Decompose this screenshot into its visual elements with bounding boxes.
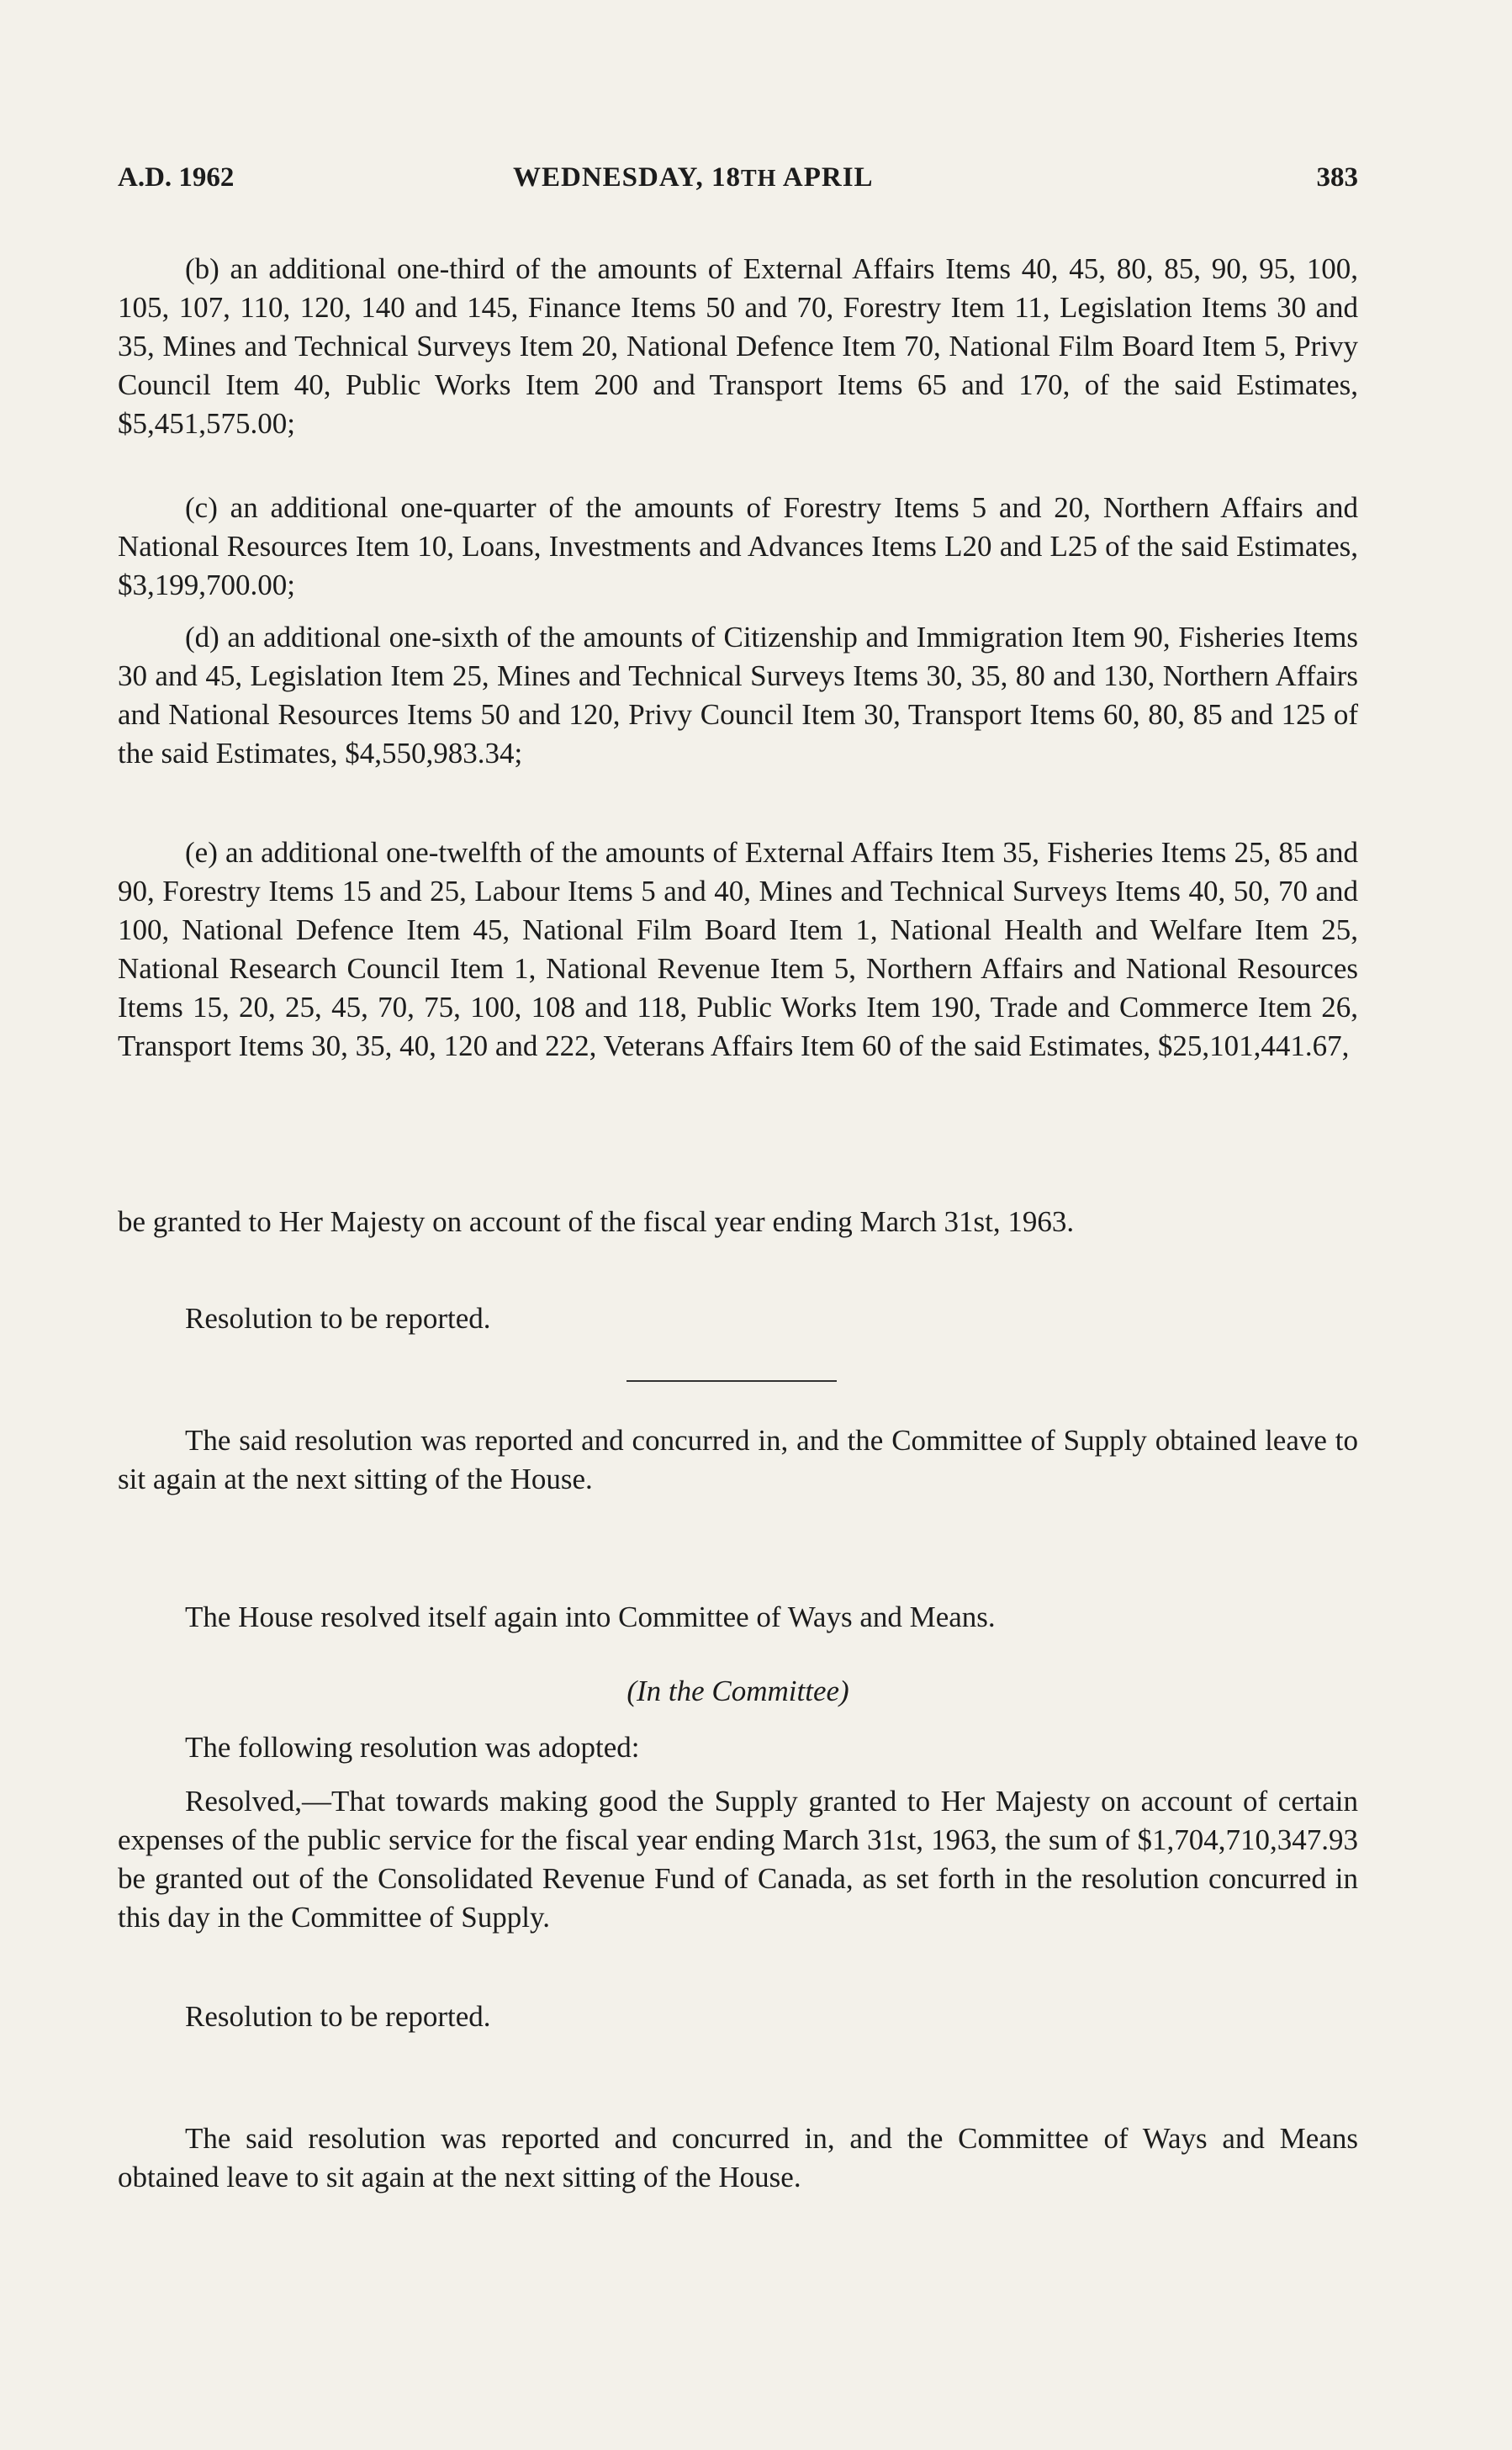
header-date (513, 162, 874, 193)
paragraph-b: (b) an additional one-third of the amounts of External Affairs Items 40, 45, 80, 85, 90, 95, 100, 105, 107, 110, 120, 140 and 145, Finance Items 50 and 70, Forestry Item 11, Legislation Items 30 and 35, Mines and Technical Surveys Item 20, National Defence Item 70, National Film Board Item 5, Privy Council Item 40, Public Works Item 200 and Transport Items 65 and 170, of the said Estimates, $5,451,575.00; (118, 252, 1358, 440)
paragraph-d: (d) an additional one-sixth of the amounts of Citizenship and Immigration Item 90, Fisheries Items 30 and 45, Legislation Item 25, Mines and Technical Surveys Items 30, 35, 80 and 130, Northern Affairs and National Resources Items 50 and 120, Privy Council Item 30, Transport Items 60, 80, 85 and 125 of the said Estimates, $4,550,983.34; (118, 621, 1358, 770)
header-day: WEDNESDAY, 18 (513, 162, 741, 193)
paragraph-adopted: The following resolution was adopted: (185, 1731, 640, 1764)
paragraph-resolved: Resolved,—That towards making good the Supply granted to Her Majesty on account of certain expenses of the public service for the fiscal year ending March 31st, 1963, the sum of $1,704,710,347.93 be granted out of the Consolidated Revenue Fund of Canada, as set forth in the resolution concurred in this day in the Committee of Supply. (118, 1785, 1358, 1934)
page-number: 383 (1316, 162, 1358, 193)
paragraph-concurred-ways: The said resolution was reported and concurred in, and the Committee of Ways and Means obtained leave to sit again at the next sitting of the House. (118, 2122, 1358, 2193)
paragraph-c: (c) an additional one-quarter of the amounts of Forestry Items 5 and 20, Northern Affairs and National Resources Item 10, Loans, Investments and Advances Items L20 and L25 of the said Estimates, $3,199,700.00; (118, 491, 1358, 601)
page-header (118, 162, 1358, 204)
section-divider (626, 1380, 837, 1382)
paragraph-e: (e) an additional one-twelfth of the amounts of External Affairs Item 35, Fisheries Items 25, 85 and 90, Forestry Items 15 and 25, Labour Items 5 and 40, Mines and Technical Surveys Items 40, 50, 70 and 100, National Defence Item 45, National Film Board Item 1, National Health and Welfare Item 25, National Research Council Item 1, National Revenue Item 5, Northern Affairs and National Resources Items 15, 20, 25, 45, 70, 75, 100, 108 and 118, Public Works Item 190, Trade and Commerce Item 26, Transport Items 30, 35, 40, 120 and 222, Veterans Affairs Item 60 of the said Estimates, $25,101,441.67, (118, 836, 1358, 1062)
paragraph-granted: be granted to Her Majesty on account of the fiscal year ending March 31st, 1963. (118, 1205, 1075, 1238)
paragraph-concurred-supply: The said resolution was reported and concurred in, and the Committee of Supply obtained leave to sit again at the next sitting of the House. (118, 1424, 1358, 1495)
header-month: APRIL (776, 162, 874, 193)
resolution-reported-2: Resolution to be reported. (185, 2000, 491, 2033)
header-year: A.D. 1962 (118, 162, 235, 193)
in-committee-heading: (In the Committee) (626, 1675, 849, 1707)
resolution-reported-1: Resolution to be reported. (185, 1302, 491, 1335)
header-ordinal: TH (740, 166, 777, 192)
paragraph-ways-means: The House resolved itself again into Committee of Ways and Means. (185, 1601, 996, 1633)
